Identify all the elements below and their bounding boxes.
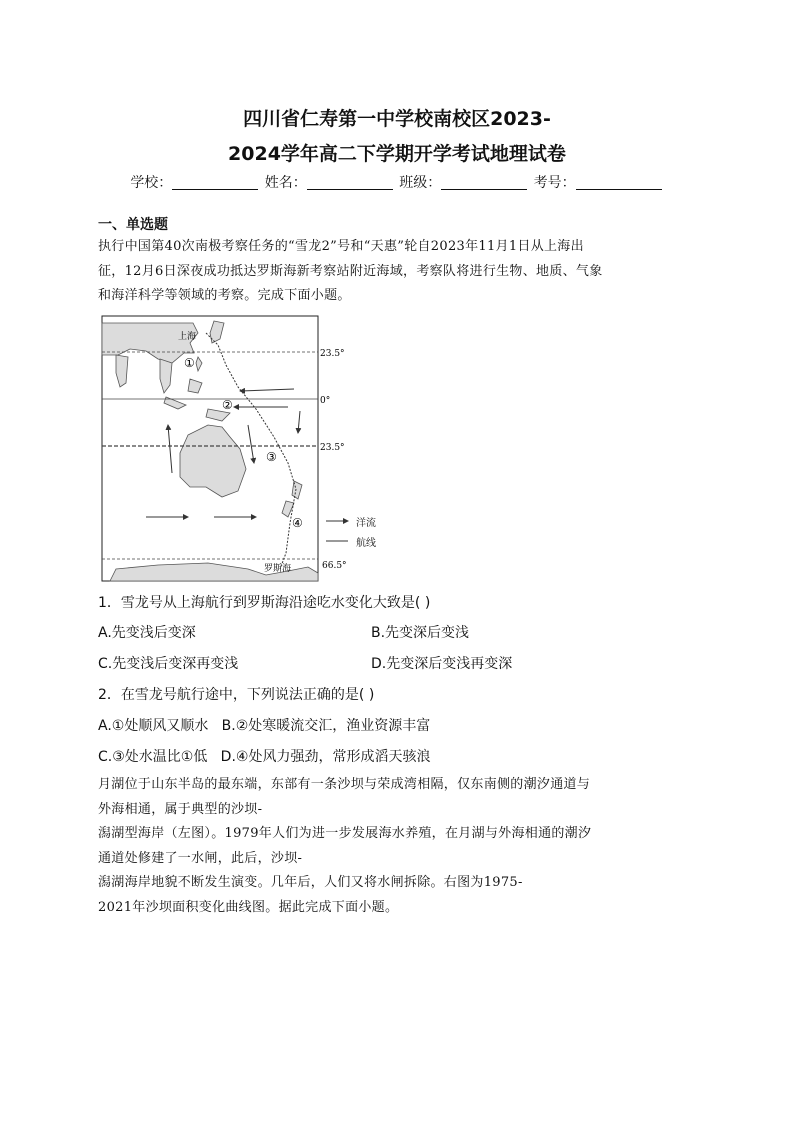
q1-option-d[interactable]: D.先变深后变浅再变深 (371, 656, 513, 672)
passage-2-line: 潟湖型海岸（左图）。1979年人们为进一步发展海水养殖，在月湖与外海相通的潮汐 (98, 826, 592, 841)
ross-sea-label: 罗斯海 (264, 564, 292, 574)
legend-current-text: 洋流 (356, 518, 376, 529)
q1-option-c[interactable]: C.先变浅后变深再变浅 (98, 656, 239, 672)
point-4-label: ④ (292, 516, 303, 530)
passage-2-line: 潟湖海岸地貌不断发生演变。几年后，人们又将水闸拆除。右图为1975- (98, 875, 523, 890)
route-map (98, 313, 360, 585)
class-label: 班级： (399, 175, 442, 191)
shanghai-label: 上海 (178, 332, 197, 342)
name-label: 姓名： (264, 175, 307, 191)
lat-23n-label: 23.5° (320, 349, 345, 359)
q1-option-b[interactable]: B.先变深后变浅 (371, 625, 470, 641)
q2-options-ab[interactable]: A.①处顺风又顺水 B.②处寒暖流交汇，渔业资源丰富 (98, 718, 431, 734)
equator-label: 0° (320, 396, 331, 406)
q2-options-cd[interactable]: C.③处水温比①低 D.④处风力强劲，常形成滔天骇浪 (98, 749, 431, 765)
point-3-label: ③ (266, 450, 277, 464)
passage-2-line: 月湖位于山东半岛的最东端，东部有一条沙坝与荣成湾相隔，仅东南侧的潮汐通道与 (98, 777, 591, 792)
question-2-stem: 2．在雪龙号航行途中，下列说法正确的是( ) (98, 687, 375, 703)
lat-66s-label: 66.5° (322, 561, 347, 571)
legend-route-text: 航线 (356, 538, 376, 549)
exam-title-line1: 四川省仁寿第一中学校南校区2023- (243, 108, 551, 130)
passage-2 (98, 773, 698, 920)
passage-1-line: 执行中国第40次南极考察任务的“雪龙2”号和“天惠”轮自2023年11月1日从上海出 (98, 239, 584, 254)
point-1-label: ① (184, 356, 195, 370)
exam-title-line2: 2024学年高二下学期开学考试地理试卷 (228, 143, 566, 165)
exam-number-blank[interactable] (576, 175, 662, 190)
lat-23s-label: 23.5° (320, 443, 345, 453)
question-1-stem: 1．雪龙号从上海航行到罗斯海沿途吃水变化大致是( ) (98, 595, 431, 611)
student-info-row (0, 172, 794, 192)
name-blank[interactable] (307, 175, 393, 190)
passage-2-line: 2021年沙坝面积变化曲线图。据此完成下面小题。 (98, 899, 399, 915)
q1-option-a[interactable]: A.先变浅后变深 (98, 625, 196, 641)
school-blank[interactable] (172, 175, 258, 190)
passage-2-line: 通道处修建了一水闸，此后，沙坝- (98, 850, 303, 866)
section-title: 一、单选题 (98, 217, 168, 233)
passage-2-line: 外海相通，属于典型的沙坝- (98, 801, 263, 817)
passage-1-line: 和海洋科学等领域的考察。完成下面小题。 (98, 288, 351, 303)
school-label: 学校： (130, 175, 173, 191)
passage-1-line: 征，12月6日深夜成功抵达罗斯海新考察站附近海域，考察队将进行生物、地质、气象 (98, 263, 603, 279)
class-blank[interactable] (441, 175, 527, 190)
point-2-label: ② (222, 398, 233, 412)
exam-number-label: 考号： (533, 175, 576, 191)
passage-1 (98, 235, 698, 309)
